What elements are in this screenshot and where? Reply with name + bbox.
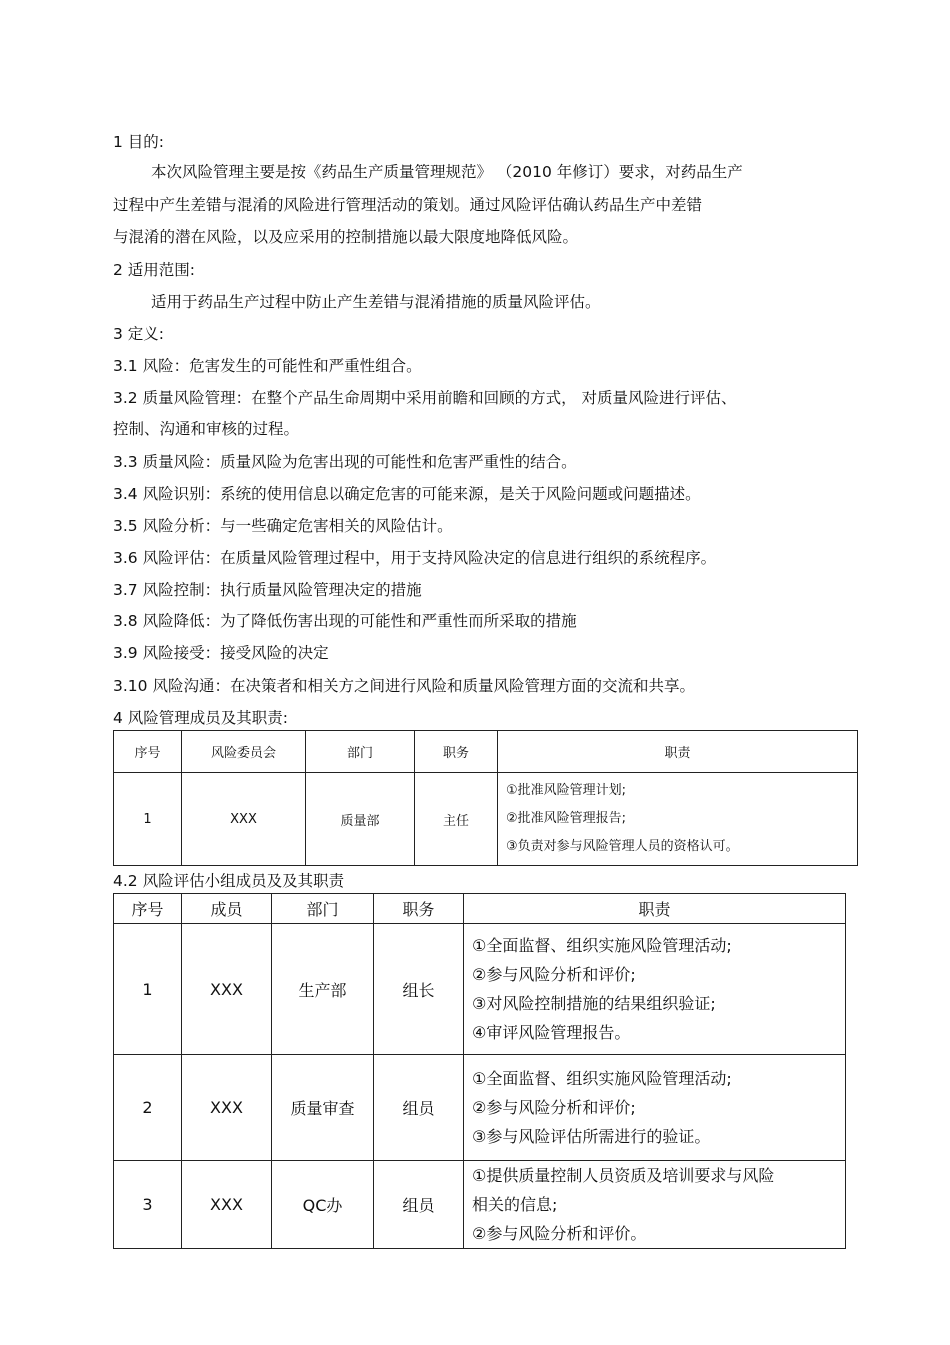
header-role: 职务 (415, 731, 498, 773)
duty-item: ②参与风险分析和评价; (472, 1098, 636, 1117)
cell-role: 组员 (374, 1161, 464, 1249)
header-dept: 部门 (272, 894, 374, 924)
header-no: 序号 (114, 894, 182, 924)
definition-3-1: 3.1 风险：危害发生的可能性和严重性组合。 (113, 357, 422, 375)
table-header-row (114, 894, 846, 924)
cell-duties (464, 1161, 846, 1249)
cell-role: 主任 (415, 773, 498, 866)
purpose-paragraph-line-3: 与混淆的潜在风险，以及应采用的控制措施以最大限度地降低风险。 (113, 228, 579, 246)
section-4-title: 4 风险管理成员及其职责: (113, 709, 289, 727)
cell-role: 组员 (374, 1055, 464, 1161)
header-no: 序号 (114, 731, 182, 773)
cell-dept: 生产部 (272, 924, 374, 1055)
cell-duties (464, 924, 846, 1055)
definition-3-7: 3.7 风险控制：执行质量风险管理决定的措施 (113, 581, 422, 599)
cell-no: 3 (114, 1161, 182, 1249)
duty-item: ③参与风险评估所需进行的验证。 (472, 1127, 711, 1146)
section-4-2-title: 4.2 风险评估小组成员及及其职责 (113, 872, 345, 890)
duty-item: ④审评风险管理报告。 (472, 1023, 631, 1042)
assessment-team-table (113, 893, 846, 1249)
definition-3-5: 3.5 风险分析：与一些确定危害相关的风险估计。 (113, 517, 453, 535)
duty-item: ③负责对参与风险管理人员的资格认可。 (506, 839, 739, 854)
cell-no: 2 (114, 1055, 182, 1161)
duty-item: ①提供质量控制人员资质及培训要求与风险 (472, 1166, 775, 1185)
header-duties: 职责 (464, 894, 846, 924)
duty-item: ①批准风险管理计划; (506, 783, 627, 798)
cell-member: XXX (182, 924, 272, 1055)
cell-member: XXX (182, 1161, 272, 1249)
duty-item: ③对风险控制措施的结果组织验证; (472, 994, 716, 1013)
duty-item: ②参与风险分析和评价; (472, 965, 636, 984)
cell-no: 1 (114, 773, 182, 866)
definition-3-2-line-2: 控制、沟通和审核的过程。 (113, 420, 300, 438)
duty-item: 相关的信息; (472, 1195, 558, 1214)
cell-duties (464, 1055, 846, 1161)
purpose-paragraph-line-2: 过程中产生差错与混淆的风险进行管理活动的策划。通过风险评估确认药品生产中差错 (113, 196, 703, 214)
definition-3-10: 3.10 风险沟通：在决策者和相关方之间进行风险和质量风险管理方面的交流和共享。 (113, 677, 695, 695)
section-3-title: 3 定义: (113, 325, 165, 343)
cell-dept: 质量审查 (272, 1055, 374, 1161)
table-row (114, 924, 846, 1055)
header-committee: 风险委员会 (182, 731, 306, 773)
table-row (114, 1161, 846, 1249)
header-dept: 部门 (306, 731, 415, 773)
table-row (114, 1055, 846, 1161)
definition-3-2-line-1: 3.2 质量风险管理：在整个产品生命周期中采用前瞻和回顾的方式， 对质量风险进行评估、 (113, 389, 737, 407)
section-2-title: 2 适用范围: (113, 261, 196, 279)
table-header-row (114, 731, 858, 773)
duty-item: ①全面监督、组织实施风险管理活动; (472, 936, 732, 955)
risk-committee-table (113, 730, 858, 866)
header-duties: 职责 (498, 731, 858, 773)
duty-item: ②批准风险管理报告; (506, 811, 627, 826)
scope-paragraph: 适用于药品生产过程中防止产生差错与混淆措施的质量风险评估。 (151, 293, 601, 311)
cell-member: XXX (182, 773, 306, 866)
cell-role: 组长 (374, 924, 464, 1055)
cell-no: 1 (114, 924, 182, 1055)
cell-member: XXX (182, 1055, 272, 1161)
purpose-paragraph-line-1: 本次风险管理主要是按《药品生产质量管理规范》 （2010 年修订）要求，对药品生产 (151, 163, 743, 181)
duty-item: ②参与风险分析和评价。 (472, 1224, 647, 1243)
cell-dept: QC办 (272, 1161, 374, 1249)
header-role: 职务 (374, 894, 464, 924)
duty-item: ①全面监督、组织实施风险管理活动; (472, 1069, 732, 1088)
header-member: 成员 (182, 894, 272, 924)
section-1-title: 1 目的: (113, 133, 165, 151)
definition-3-4: 3.4 风险识别：系统的使用信息以确定危害的可能来源，是关于风险问题或问题描述。 (113, 485, 701, 503)
cell-duties (498, 773, 858, 866)
definition-3-8: 3.8 风险降低：为了降低伤害出现的可能性和严重性而所采取的措施 (113, 612, 577, 630)
cell-dept: 质量部 (306, 773, 415, 866)
definition-3-3: 3.3 质量风险：质量风险为危害出现的可能性和危害严重性的结合。 (113, 453, 577, 471)
table-row (114, 773, 858, 866)
definition-3-9: 3.9 风险接受：接受风险的决定 (113, 644, 329, 662)
definition-3-6: 3.6 风险评估：在质量风险管理过程中，用于支持风险决定的信息进行组织的系统程序。 (113, 549, 717, 567)
